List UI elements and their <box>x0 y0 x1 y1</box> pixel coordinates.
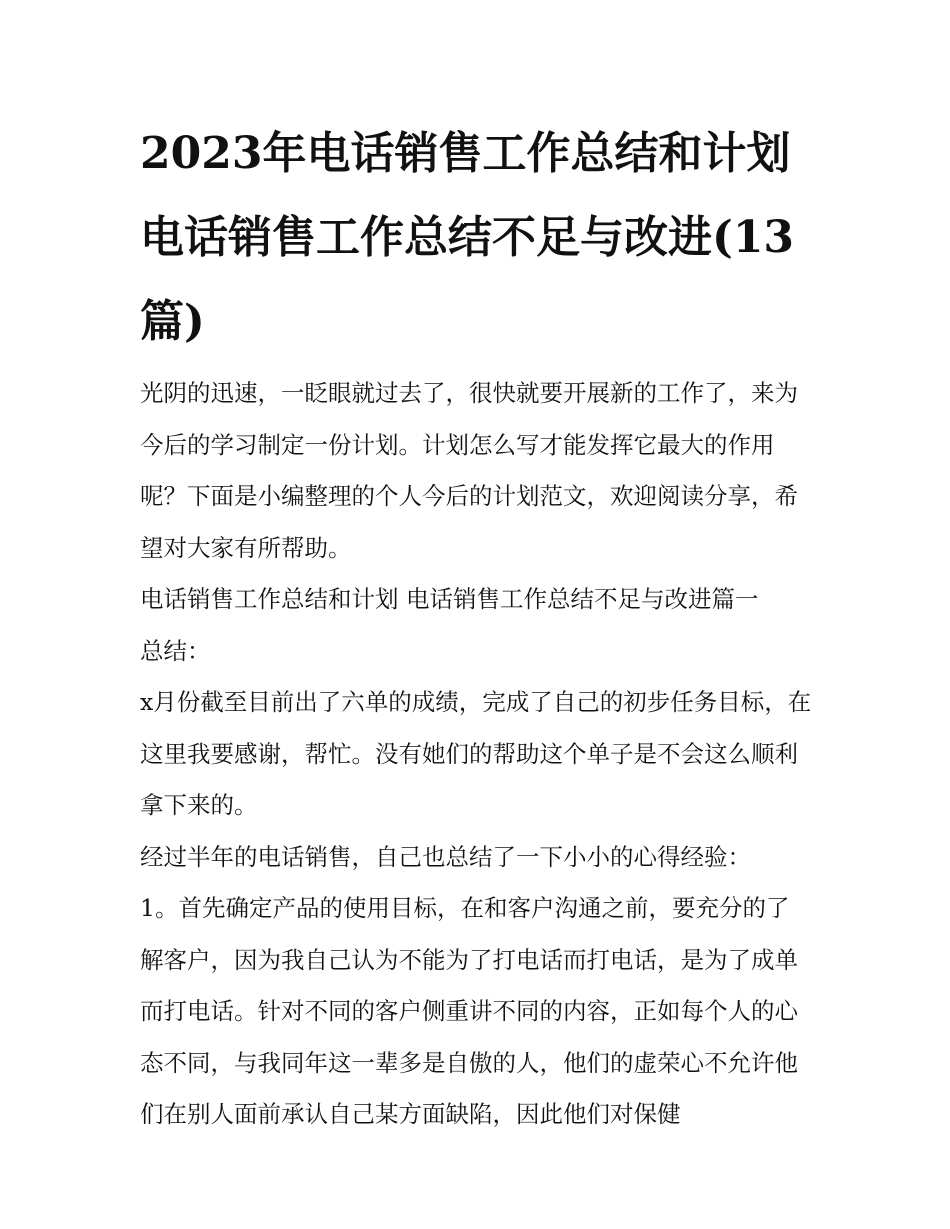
document-title: 2023年电话销售工作总结和计划 电话销售工作总结不足与改进(13篇) <box>140 128 795 347</box>
section-heading: 电话销售工作总结和计划 电话销售工作总结不足与改进篇一 <box>140 585 759 613</box>
body-paragraph: 1。首先确定产品的使用目标，在和客户沟通之前，要充分的了解客户，因为我自己认为不能为了打电话而打电话，是为了成单而打电话。针对不同的客户侧重讲不同的内容，正如每个人的心态不同，与我同年这一辈多是自傲的人，他们的虚荣心不允许他们在别人面前承认自己某方面缺陷，因此他们对保健 <box>140 894 798 1128</box>
summary-label: 总结： <box>140 636 211 665</box>
body-paragraph: 经过半年的电话销售，自己也总结了一下小小的心得经验： <box>140 842 751 871</box>
body-paragraph: x月份截至目前出了六单的成绩，完成了自己的初步任务目标，在这里我要感谢，帮忙。没有她们的帮助这个单子是不会这么顺利拿下来的。 <box>140 688 812 819</box>
intro-paragraph: 光阴的迅速，一眨眼就过去了，很快就要开展新的工作了，来为今后的学习制定一份计划。计划怎么写才能发挥它最大的作用呢？下面是小编整理的个人今后的计划范文，欢迎阅读分享，希望对大家有所帮助。 <box>140 379 798 562</box>
document-page <box>140 112 812 1141</box>
